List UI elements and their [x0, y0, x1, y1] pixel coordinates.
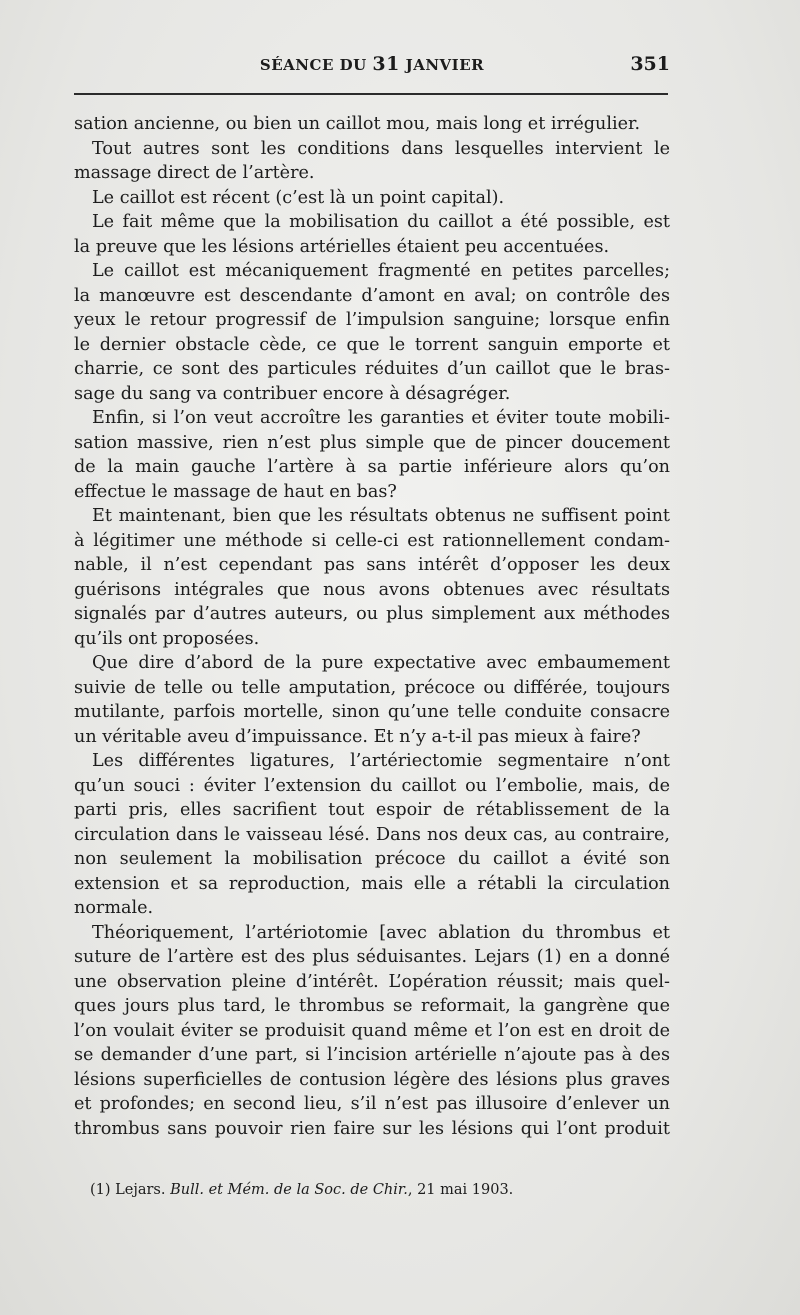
text-line: charrie, ce sont des particules réduites d’un caillot que le bras-	[74, 359, 670, 379]
footnote	[90, 1180, 513, 1200]
text-line: sation massive, rien n’est plus simple que de pincer doucement	[74, 432, 670, 453]
text-line: Les différentes ligatures, l’artériectomie segmentaire n’ont	[92, 751, 670, 771]
text-line: lésions superficielles de contusion légère des lésions plus graves	[74, 1069, 670, 1090]
header-rule	[74, 93, 668, 95]
text-line: Et maintenant, bien que les résultats obtenus ne suffisent point	[92, 506, 670, 526]
text-line: nable, il n’est cependant pas sans intérêt d’opposer les deux	[74, 555, 670, 575]
text-line: circulation dans le vaisseau lésé. Dans nos deux cas, au contraire,	[74, 824, 670, 845]
text-line: ques jours plus tard, le thrombus se reformait, la gangrène que	[74, 996, 670, 1016]
text-line: guérisons intégrales que nous avons obtenues avec résultats	[74, 579, 670, 600]
text-line: Le caillot est mécaniquement fragmenté en petites parcelles;	[92, 261, 670, 281]
text-line: extension et sa reproduction, mais elle a rétabli la circulation	[74, 873, 670, 894]
page-number: 351	[630, 53, 670, 75]
text-line: Tout autres sont les conditions dans lesquelles intervient le	[92, 138, 670, 159]
running-title-month: JANVIER	[399, 56, 485, 74]
text-line: parti pris, elles sacrifient tout espoir de rétablissement de la	[74, 800, 670, 820]
text-line: sation ancienne, ou bien un caillot mou, mais long et irrégulier.	[74, 114, 641, 134]
text-line: de la main gauche l’artère à sa partie inférieure alors qu’on	[74, 457, 670, 477]
text-line: mutilante, parfois mortelle, sinon qu’une telle conduite consacre	[74, 702, 670, 722]
text-line: le dernier obstacle cède, ce que le torrent sanguin emporte et	[74, 334, 670, 355]
footnote-date: , 21 mai 1903.	[407, 1182, 514, 1198]
text-line: signalés par d’autres auteurs, ou plus simplement aux méthodes	[74, 604, 670, 624]
text-line: Que dire d’abord de la pure expectative avec embaumement	[92, 653, 670, 673]
text-line: qu’un souci : éviter l’extension du caillot ou l’embolie, mais, de	[74, 775, 670, 796]
running-title-date: 31	[372, 53, 400, 75]
text-line: l’on voulait éviter se produisit quand même et l’on est en droit de	[74, 1020, 670, 1041]
text-line: effectue le massage de haut en bas?	[74, 481, 397, 502]
running-title-prefix: SÉANCE DU	[259, 56, 373, 74]
text-line: Enfin, si l’on veut accroître les garanties et éviter toute mobili-	[92, 408, 670, 428]
text-line: une observation pleine d’intérêt. L’opération réussit; mais quel-	[74, 971, 670, 992]
text-line: la manœuvre est descendante d’amont en aval; on contrôle des	[74, 285, 670, 306]
text-line: massage direct de l’artère.	[74, 163, 315, 183]
text-line: yeux le retour progressif de l’impulsion sanguine; lorsque enfin	[74, 310, 670, 330]
text-line: Le caillot est récent (c’est là un point capital).	[92, 187, 505, 208]
text-line: la preuve que les lésions artérielles étaient peu accentuées.	[74, 236, 610, 257]
page-header	[74, 52, 670, 76]
text-line: et profondes; en second lieu, s’il n’est pas illusoire d’enlever un	[74, 1094, 670, 1114]
text-line: Théoriquement, l’artériotomie [avec ablation du thrombus et	[92, 922, 670, 943]
text-line: non seulement la mobilisation précoce du caillot a évité son	[74, 849, 670, 869]
text-line: un véritable aveu d’impuissance. Et n’y a-t-il pas mieux à faire?	[74, 726, 641, 747]
footnote-citation: Bull. et Mém. de la Soc. de Chir.	[170, 1182, 408, 1198]
text-line: sage du sang va contribuer encore à désagréger.	[74, 383, 511, 404]
footnote-marker: (1) Lejars.	[90, 1182, 171, 1198]
text-line: suture de l’artère est des plus séduisantes. Lejars (1) en a donné	[74, 947, 670, 967]
text-line: suivie de telle ou telle amputation, précoce ou différée, toujours	[74, 677, 670, 698]
text-line: se demander d’une part, si l’incision artérielle n’ajoute pas à des	[74, 1045, 670, 1065]
text-line: normale.	[74, 898, 154, 918]
body-text	[74, 112, 670, 1141]
text-line: Le fait même que la mobilisation du caillot a été possible, est	[92, 212, 670, 232]
text-line: thrombus sans pouvoir rien faire sur les lésions qui l’ont produit	[74, 1118, 670, 1139]
running-title	[74, 52, 670, 77]
text-line: qu’ils ont proposées.	[74, 628, 260, 649]
text-line: à légitimer une méthode si celle-ci est rationnellement condam-	[74, 530, 670, 551]
